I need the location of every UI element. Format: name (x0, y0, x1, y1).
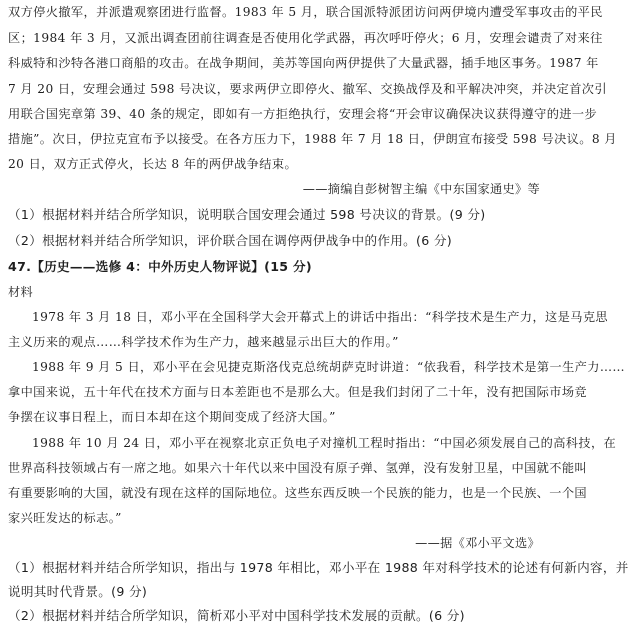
source-citation: ——摘编自彭树智主编《中东国家通史》等 (302, 182, 540, 196)
material-line: 有重要影响的大国，就没有现在这样的国际地位。这些东西反映一个民族的能力，也是一个民族、一个国 (8, 486, 588, 500)
material-line: 拿中国来说，五十年代在技术方面与日本差距也不是那么大。但是我们封闭了二十年，没有把国际市场竞 (8, 385, 588, 399)
question-47-1-line2: 说明其时代背景。(9 分) (8, 584, 148, 599)
question-47-2: （2）根据材料并结合所学知识，简析邓小平对中国科学技术发展的贡献。(6 分) (8, 608, 465, 623)
question-46-1: （1）根据材料并结合所学知识，说明联合国安理会通过 598 号决议的背景。(9 分) (8, 207, 486, 222)
question-47-header: 47.【历史——选修 4：中外历史人物评说】(15 分) (8, 259, 312, 274)
passage-line: 7 月 20 日，安理会通过 598 号决议，要求两伊立即停火、撤军、交换战俘及和平解决冲突，并决定首次引 (8, 82, 607, 96)
source-citation: ——据《邓小平文选》 (415, 536, 540, 550)
material-line: 家兴旺发达的标志。” (8, 511, 122, 525)
material-line: 争摆在议事日程上，而日本却在这个期间变成了经济大国。” (8, 410, 336, 424)
question-47-1-line1: （1）根据材料并结合所学知识，指出与 1978 年相比，邓小平在 1988 年对科学技术的论述有何新内容，并 (8, 560, 629, 575)
passage-line: 用联合国宪章第 39、40 条的规定，即如有一方拒绝执行，安理会将“开会审议确保决议获得遵守的进一步 (8, 107, 598, 121)
material-line: 1978 年 3 月 18 日，邓小平在全国科学大会开幕式上的讲话中指出：“科学技术是生产力，这是马克思 (32, 310, 608, 324)
material-line: 主义历来的观点……科学技术作为生产力，越来越显示出巨大的作用。” (8, 335, 399, 349)
passage-line: 科威特和沙特各港口商船的攻击。在战争期间，美苏等国向两伊提供了大量武器，插手地区事务。1987 年 (8, 56, 599, 70)
material-line: 世界高科技领域占有一席之地。如果六十年代以来中国没有原子弹、氢弹，没有发射卫星，中国就不能叫 (8, 461, 588, 475)
material-line: 1988 年 10 月 24 日，邓小平在视察北京正负电子对撞机工程时指出：“中国必须发展自己的高科技，在 (32, 436, 617, 450)
passage-line: 措施”。次日，伊拉克宣布予以接受。在各方压力下，1988 年 7 月 18 日，伊朗宣布接受 598 号决议。8 月 (8, 132, 617, 146)
passage-line: 20 日，双方正式停火，长达 8 年的两伊战争结束。 (8, 157, 298, 171)
material-line: 1988 年 9 月 5 日，邓小平在会见捷克斯洛伐克总统胡萨克时讲道：“依我看，科学技术是第一生产力…… (32, 360, 626, 374)
passage-line: 区；1984 年 3 月，又派出调查团前往调查是否使用化学武器，再次呼吁停火；6 月，安理会谴责了对来往 (8, 31, 603, 45)
passage-line: 双方停火撤军，并派遣观察团进行监督。1983 年 5 月，联合国派特派团访问两伊境内遭受军事攻击的平民 (8, 5, 603, 19)
question-46-2: （2）根据材料并结合所学知识，评价联合国在调停两伊战争中的作用。(6 分) (8, 233, 452, 248)
material-label: 材料 (8, 285, 33, 299)
